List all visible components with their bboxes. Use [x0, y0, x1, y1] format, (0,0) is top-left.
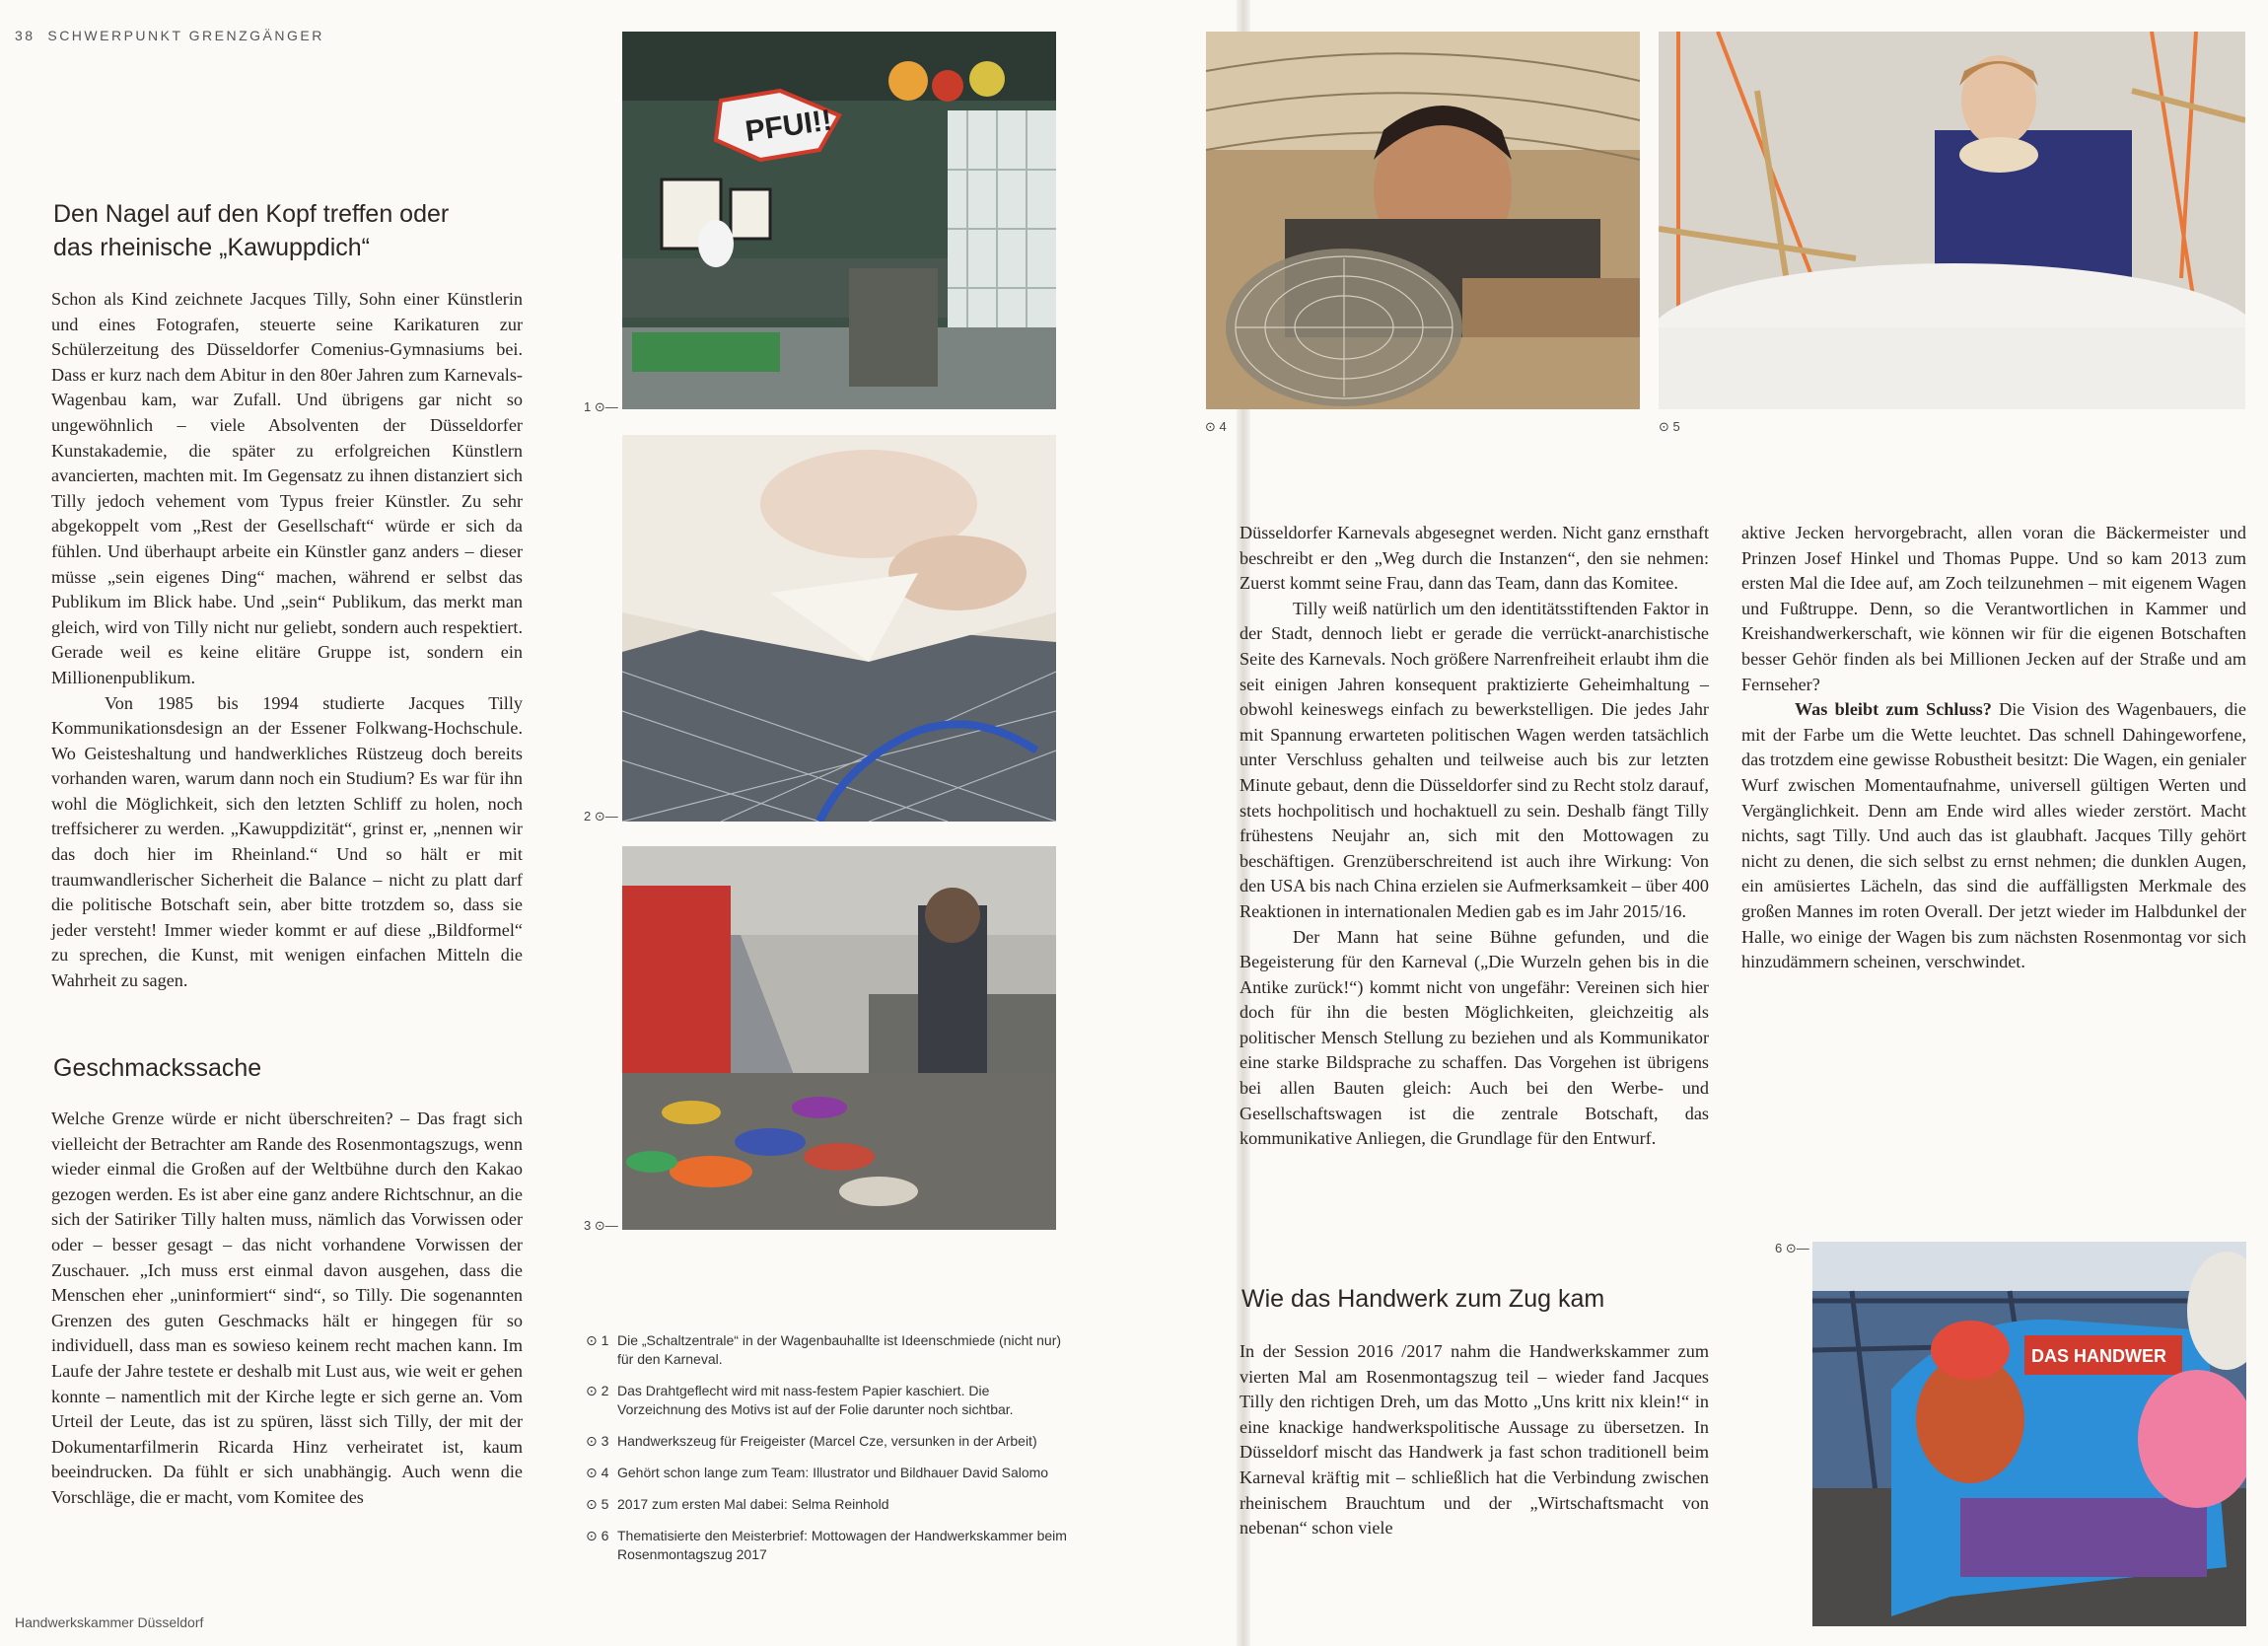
photo-workshop — [622, 32, 1056, 409]
caption-item: ⊙ 1 Die „Schaltzentrale“ in der Wagenbauhallte ist Ideenschmiede (nicht nur) für den Karneval. — [586, 1332, 1062, 1367]
photo-paint-pots — [622, 846, 1056, 1230]
photo-marker-icon: ⊙ — [586, 1433, 598, 1449]
photo-number-1: 1 — [584, 399, 592, 414]
paragraph: Schon als Kind zeichnete Jacques Tilly, Sohn einer Künstlerin und eines Fotografen, steuerte seine Karikaturen zur Schülerzeitung des Düsseldorfer Comenius-Gymnasiums bei. Dass er kurz nach dem Abitur in den 80er Jahren zum Karnevals-Wagenbau kam, war Zufall. Und übrigens gar nicht so ungewöhnlich – viele Absolventen der Düsseldorfer Kunstakademie, die später zu erfolgreichen Künstlern avancierten, machten mit. Im Gegensatz zu ihnen distanziert sich Tilly jedoch vehement vom Typus freier Künstler. Zu sehr abgekoppelt vom „Rest der Gesellschaft“ würde er sich da fühlen. Und überhaupt arbeite ein Künstler ganz anders – dieser müsse „sein eigenes Ding“ machen, während er selbst das Publikum im Blick habe. Und „sein“ Publikum, das merkt man gleich, wird von Tilly nicht nur geliebt, sondern auch respektiert. Gerade weil es keine elitäre Gruppe ist, sondern ein Millionenpublikum. — [51, 289, 523, 687]
caption-item: ⊙ 6 Thematisierte den Meisterbrief: Mottowagen der Handwerkskammer beim Rosenmontagszug 2017 — [586, 1528, 1067, 1562]
photo-marker-icon: ⊙ — [586, 1383, 598, 1398]
column-4 — [1741, 521, 2246, 975]
photo-marker-icon: ⊙ — [1205, 419, 1216, 434]
photo-number-2: 2 — [584, 809, 592, 823]
paragraph: Von 1985 bis 1994 studierte Jacques Tilly Kommunikationsdesign an der Essener Folkwang-Hochschule. Wo Geisteshaltung und handwerkliches Rüstzeug doch bereits vorhanden waren, warum dann noch ein Studium? Es war für ihn wohl die Möglichkeit, sich den letzten Schliff zu holen, noch treffsicherer zu werden. „Kawuppdizität“, grinst er, „nennen wir das doch hier im Rheinland.“ Und so hält er mit traumwandlerischer Sicherheit die Balance – nicht zu platt darf die politische Botschaft sein, aber bitte trotzdem so, dass sie jeder versteht! Immer wieder kommt er auf diese „Bildformel“ zu sprechen, die Kunst, mit wenigen einfachen Mitteln die Wahrheit zu sagen. — [51, 692, 523, 991]
photo-marker-icon: ⊙ — [586, 1465, 598, 1480]
caption-item: ⊙ 5 2017 zum ersten Mal dabei: Selma Reinhold — [586, 1496, 889, 1512]
column-1-bottom — [51, 1107, 523, 1511]
column-3-top — [1240, 521, 1709, 1152]
section-title: SCHWERPUNKT GRENZGÄNGER — [47, 28, 324, 43]
paragraph: Düsseldorfer Karnevals abgesegnet werden. Nicht ganz ernsthaft beschreibt er den „Weg durch die Instanzen“, den sie nehmen: Zuerst kommt seine Frau, dann das Team, dann das Komitee. — [1240, 523, 1709, 594]
caption-item: ⊙ 3 Handwerkszeug für Freigeister (Marcel Cze, versunken in der Arbeit) — [586, 1433, 1037, 1449]
caption-list — [586, 1331, 1069, 1577]
photo-motto-float — [1812, 1242, 2246, 1626]
paragraph: Welche Grenze würde er nicht überschreiten? – Das fragt sich vielleicht der Betrachter am Rande des Rosenmontagszugs, wenn wieder einmal die Großen auf der Weltbühne durch den Kakao gezogen werden. Es ist aber eine ganz andere Richtschnur, an die sich der Satiriker Tilly halten muss, nämlich das Vorwissen oder oder – besser gesagt – das nicht vorhandene Vorwissen der Zuschauer. „Ich muss erst einmal davon ausgehen, dass die Menschen eher „uninformiert“ sind“, so Tilly. Die sogenannten Grenzen des guten Geschmacks hält er hingegen für so individuell, dass man es sowieso keinem recht machen kann. Im Laufe der Jahre testete er deshalb mit Lust aus, wie weit er gehen konnte – namentlich mit der Kirche legte er sich gerne an. Vom Urteil der Leute, das ist zu spüren, lässt sich Tilly, der mit der Dokumentarfilmerin Ricarda Hinz verheiratet ist, kaum beeindrucken. Da fühlt er sich unabhängig. Auch wenn die Vorschläge, die er macht, vom Komitee des — [51, 1109, 523, 1507]
headline-3: Wie das Handwerk zum Zug kam — [1241, 1285, 1605, 1313]
paragraph: In der Session 2016 /2017 nahm die Handwerkskammer zum vierten Mal am Rosenmontagszug teil – wieder fand Jacques Tilly den richtigen Dreh, um das Motto „Uns kritt nix klein!“ in eine knackige handwerkspolitische Aussage zu übersetzen. In Düsseldorf mischt das Handwerk ja fast schon traditionell beim Karneval kräftig mit – schließlich hat die Verbindung zwischen rheinischem Brauchtum und der „Wirtschaftsmacht von nebenan“ schon viele — [1240, 1341, 1709, 1539]
page-number: 38 — [15, 28, 35, 43]
photo-david-salomo — [1206, 32, 1640, 409]
photo-marker-icon: ⊙— — [594, 809, 618, 823]
photo-marker-icon: ⊙ — [586, 1528, 598, 1543]
photo-marker-icon: ⊙— — [1785, 1241, 1809, 1255]
photo-marker-icon: ⊙ — [586, 1496, 598, 1512]
photo-marker-icon: ⊙ — [1659, 419, 1669, 434]
photo-number-6: 6 — [1775, 1241, 1783, 1255]
paragraph: Tilly weiß natürlich um den identitätsstiftenden Faktor in der Stadt, dennoch liebt er gerade die verrückt-anarchistische Seite des Karnevals. Noch größere Narrenfreiheit erlaubt ihm die seit einigen Jahren konsequent praktizierte Geheimhaltung – obwohl keineswegs einfach zu bewerkstelligen. Die jedes Jahr mit Spannung erwarteten politischen Wagen werden tatsächlich unter Verschluss gehalten und teilweise auch bis zur letzten Minute gebaut, denn die Düsseldorfer sind zu Recht stolz darauf, stets hochpolitisch und hochaktuell zu sein. Deshalb fängt Tilly frühestens Neujahr an, sich mit den Mottowagen zu beschäftigen. Grenzüberschreitend ist auch ihre Wirkung: Von den USA bis nach China erzielen sie Aufmerksamkeit – über 400 Reaktionen in internationalen Medien gab es im Jahr 2015/16. — [1240, 598, 1709, 921]
paragraph: aktive Jecken hervorgebracht, allen voran die Bäckermeister und Prinzen Josef Hinkel und Thomas Puppe. Und so kam 2013 zum ersten Mal die Idee auf, am Zoch teilzunehmen – mit eigenem Wagen und Fußtruppe. Denn, so die Verantwortlichen in Kammer und Kreishandwerkerschaft, wie können wir für die eigenen Botschaften besser Gehör finden als bei Millionen Jecken auf der Straße und am Fernseher? — [1741, 523, 2246, 694]
headline-2: Geschmackssache — [53, 1054, 262, 1082]
caption-item: ⊙ 2 Das Drahtgeflecht wird mit nass-festem Papier kaschiert. Die Vorzeichnung des Motivs ist auf der Folie darunter noch sichtbar. — [586, 1383, 1014, 1417]
column-3-bottom — [1240, 1339, 1709, 1541]
caption-item: ⊙ 4 Gehört schon lange zum Team: Illustrator und Bildhauer David Salomo — [586, 1465, 1049, 1480]
photo-number-4: 4 — [1219, 419, 1227, 434]
paragraph: Was bleibt zum Schluss? Die Vision des Wagenbauers, die mit der Farbe um die Wette leuchtet. Das schnell Dahingeworfene, das trotzdem eine gewisse Robustheit besitzt: Die Wagen, ein genialer Wurf zwischen Momentaufnahme, universell gültigen Werten und Vergänglichkeit. Denn am Ende wird alles wieder zerstört. Macht nichts, sagt Tilly. Und auch das ist glaubhaft. Jacques Tilly gehört nicht zu denen, die sich selbst zu ernst nehmen; die dunklen Augen, ein amüsiertes Lächeln, das sind die auffälligsten Merkmale des großen Mannes im roten Overall. Der jetzt wieder im Halbdunkel der Halle, wo einige der Wagen bis zum nächsten Rosenmontag vor sich hinzudämmern scheinen, verschwindet. — [1741, 699, 2246, 972]
photo-paper-wire — [622, 435, 1056, 822]
photo-number-3: 3 — [584, 1218, 592, 1233]
photo-number-5: 5 — [1672, 419, 1680, 434]
photo-marker-icon: ⊙— — [594, 1218, 618, 1233]
footer-publisher: Handwerkskammer Düsseldorf — [15, 1614, 204, 1630]
pfui-sign: PFUI!! — [743, 104, 834, 149]
photo-marker-icon: ⊙ — [586, 1332, 598, 1348]
float-banner: DAS HANDWER — [2031, 1346, 2166, 1366]
headline-1: Den Nagel auf den Kopf treffen oder das rheinische „Kawuppdich“ — [53, 200, 450, 261]
column-1-top — [51, 287, 523, 994]
paragraph: Der Mann hat seine Bühne gefunden, und die Begeisterung für den Karneval („Die Wurzeln gehen bis in die Antike zurück!“) kommt nicht von ungefähr: Vereinen sich hier doch für ihn die besten Möglichkeiten, gleichzeitig als politischer Mensch Stellung zu beziehen und als Kommunikator eine starke Bildsprache zu schaffen. Das Vorgehen ist übrigens bei allen Bauten gleich: Auch bei den Werbe- und Gesellschaftswagen ist die zentrale Botschaft, das kommunikative Anliegen, die Grundlage für den Entwurf. — [1240, 926, 1709, 1149]
running-header — [15, 28, 324, 43]
photo-marker-icon: ⊙— — [594, 399, 618, 414]
lead-in: Was bleibt zum Schluss? — [1795, 699, 1992, 720]
photo-selma-reinhold — [1659, 32, 2245, 409]
